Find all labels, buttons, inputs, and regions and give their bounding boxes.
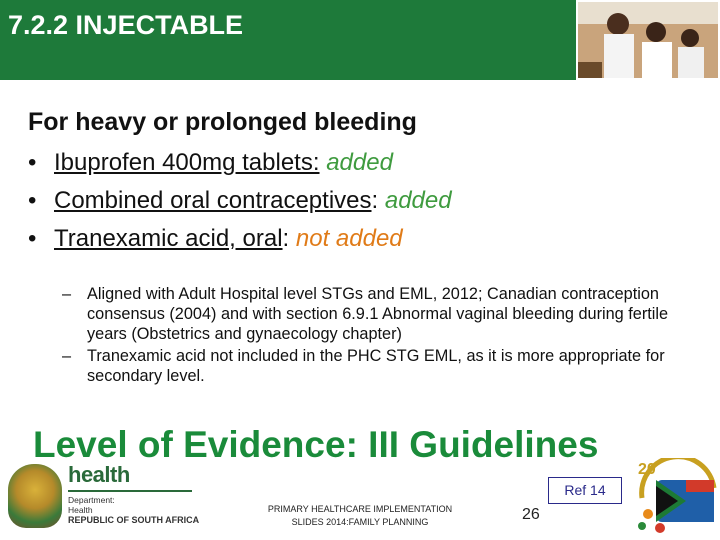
body-heading: For heavy or prolonged bleeding	[28, 108, 417, 136]
bullet-item-label: Tranexamic acid, oral	[54, 225, 283, 252]
logo-department	[68, 495, 115, 515]
sub-bullet-text: Aligned with Adult Hospital level STGs and EML, 2012; Canadian contraception consensus (2004) and with section 6.9.1 Abnormal vaginal bleeding during fertile years (Obstetrics and gynaecology chapter)	[87, 285, 669, 343]
bullet-icon: •	[28, 187, 37, 214]
logo-dept-label: Department:	[68, 495, 115, 505]
reference-box: Ref 14	[548, 477, 622, 504]
bullet-item	[28, 220, 668, 258]
logo-divider	[68, 490, 192, 492]
footer-line-1: PRIMARY HEALTHCARE IMPLEMENTATION	[267, 504, 453, 514]
bullet-item-separator: :	[282, 225, 290, 252]
photo-illustration	[578, 2, 720, 80]
bullet-icon: •	[28, 225, 37, 252]
header-bar	[0, 0, 720, 80]
sub-bullet-item	[62, 284, 682, 344]
bullet-item-label: Combined oral contraceptives	[54, 187, 372, 214]
page-number: 26	[522, 506, 540, 523]
sub-bullet-list	[62, 284, 682, 388]
bullet-item	[28, 182, 668, 220]
bullet-item	[28, 144, 668, 182]
evidence-level: Level of Evidence: III Guidelines	[33, 424, 599, 465]
slide-title: 7.2.2 INJECTABLE	[8, 10, 244, 40]
sub-bullet-text: Tranexamic acid not included in the PHC STG EML, as it is more appropriate for secondary level.	[87, 347, 665, 385]
bullet-item-status: not added	[295, 225, 403, 252]
bullet-list	[28, 144, 668, 258]
logo-health-label: Health	[68, 505, 93, 515]
logo-country: REPUBLIC OF SOUTH AFRICA	[68, 515, 200, 525]
badge-number: 20	[638, 461, 656, 478]
bullet-item-separator: :	[371, 187, 379, 214]
dash-icon: –	[62, 347, 72, 365]
bullet-icon: •	[28, 149, 37, 176]
sub-bullet-item	[62, 346, 682, 386]
anniversary-badge-icon	[634, 458, 720, 538]
bullet-item-status: added	[326, 149, 393, 176]
department-logo	[8, 462, 198, 532]
coat-of-arms-icon	[8, 464, 62, 528]
bullet-item-status: added	[384, 187, 452, 214]
logo-health-word: health	[68, 462, 130, 487]
footer-caption	[255, 503, 465, 529]
bullet-item-label: Ibuprofen 400mg tablets:	[54, 149, 320, 176]
footer-line-2: SLIDES 2014:FAMILY PLANNING	[291, 517, 429, 527]
header-photo	[576, 0, 720, 80]
dash-icon: –	[62, 285, 72, 303]
